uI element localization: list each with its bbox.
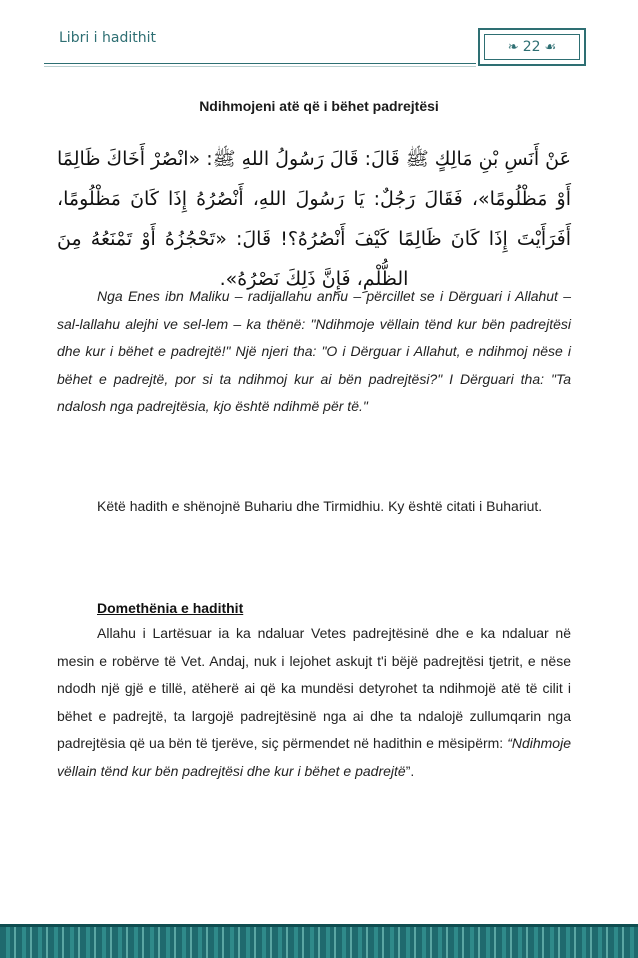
- page-number: 22: [522, 39, 541, 55]
- ornament-left-icon: ❧: [507, 39, 519, 55]
- header-rule-secondary: [44, 66, 476, 67]
- source-note: Këtë hadith e shënojnë Buhariu dhe Tirmidhiu. Ky është citati i Buhariut.: [97, 498, 543, 514]
- page-number-frame: [484, 34, 580, 60]
- explanation-quote: “Ndihmoje vëllain tënd kur bën padrejtësi dhe kur i bëhet e padrejtë: [57, 735, 571, 779]
- arabic-hadith-text: عَنْ أَنَسِ بْنِ مَالِكٍ ﷺ قَالَ: قَالَ رَسُولُ اللهِ ﷺ: «انْصُرْ أَخَاكَ ظَالِمًا أَوْ مَظْلُومًا»، فَقَالَ رَجُلٌ: يَا رَسُولَ اللهِ، أَنْصُرُهُ إِذَا كَانَ مَظْلُومًا، أَفَرَأَيْتَ إِذَا كَانَ ظَالِمًا كَيْفَ أَنْصُرُهُ؟! قَالَ: «تَحْجُزُهُ أَوْ تَمْنَعُهُ مِنَ الظُّلْمِ، فَإِنَّ ذَلِكَ نَصْرُهُ».: [56, 148, 571, 290]
- explanation-paragraph: [57, 620, 571, 785]
- page-number-box: [478, 28, 586, 66]
- header-rule: [44, 63, 476, 64]
- running-title: Libri i hadithit: [59, 30, 156, 46]
- ornament-right-icon: ☙: [544, 39, 557, 55]
- explanation-body: Allahu i Lartësuar ia ka ndaluar Vetes padrejtësinë dhe e ka ndaluar në mesin e robërve të Vet. Andaj, nuk i lejohet askujt t'i bëjë padrejtësi tjetrit, e nëse ndodh një gjë e tillë, atëherë ai që ka mundësi detyrohet ta ndihmojë atë të cilit i bëhet e padrejtë, ta largojë padrejtësinë nga ai dhe ta ndalojë zullumqarin nga padrejtësia që ua bën të tjerëve, siç përmendet në hadithin e mësipërm:: [57, 625, 571, 751]
- translation-paragraph: Nga Enes ibn Maliku – radijallahu anhu – përcillet se i Dërguari i Allahut – sal-lallahu alejhi ve sel-lem – ka thënë: "Ndihmoje vëllain tënd kur bën padrejtësi dhe kur i bëhet e padrejtë!" Një njeri tha: "O i Dërguar i Allahut, e ndihmoj nëse i bëhet e padrejtë, por si ta ndihmoj kur ai bën padrejtësi?" I Dërguari tha: "Ta ndalosh nga padrejtësia, kjo është ndihmë për të.": [57, 288, 571, 414]
- section-heading: Domethënia e hadithit: [97, 600, 244, 616]
- footer-ornament-band: [0, 924, 638, 958]
- explanation-tail: ”.: [405, 762, 415, 779]
- chapter-heading: Ndihmojeni atë që i bëhet padrejtësi: [199, 98, 439, 114]
